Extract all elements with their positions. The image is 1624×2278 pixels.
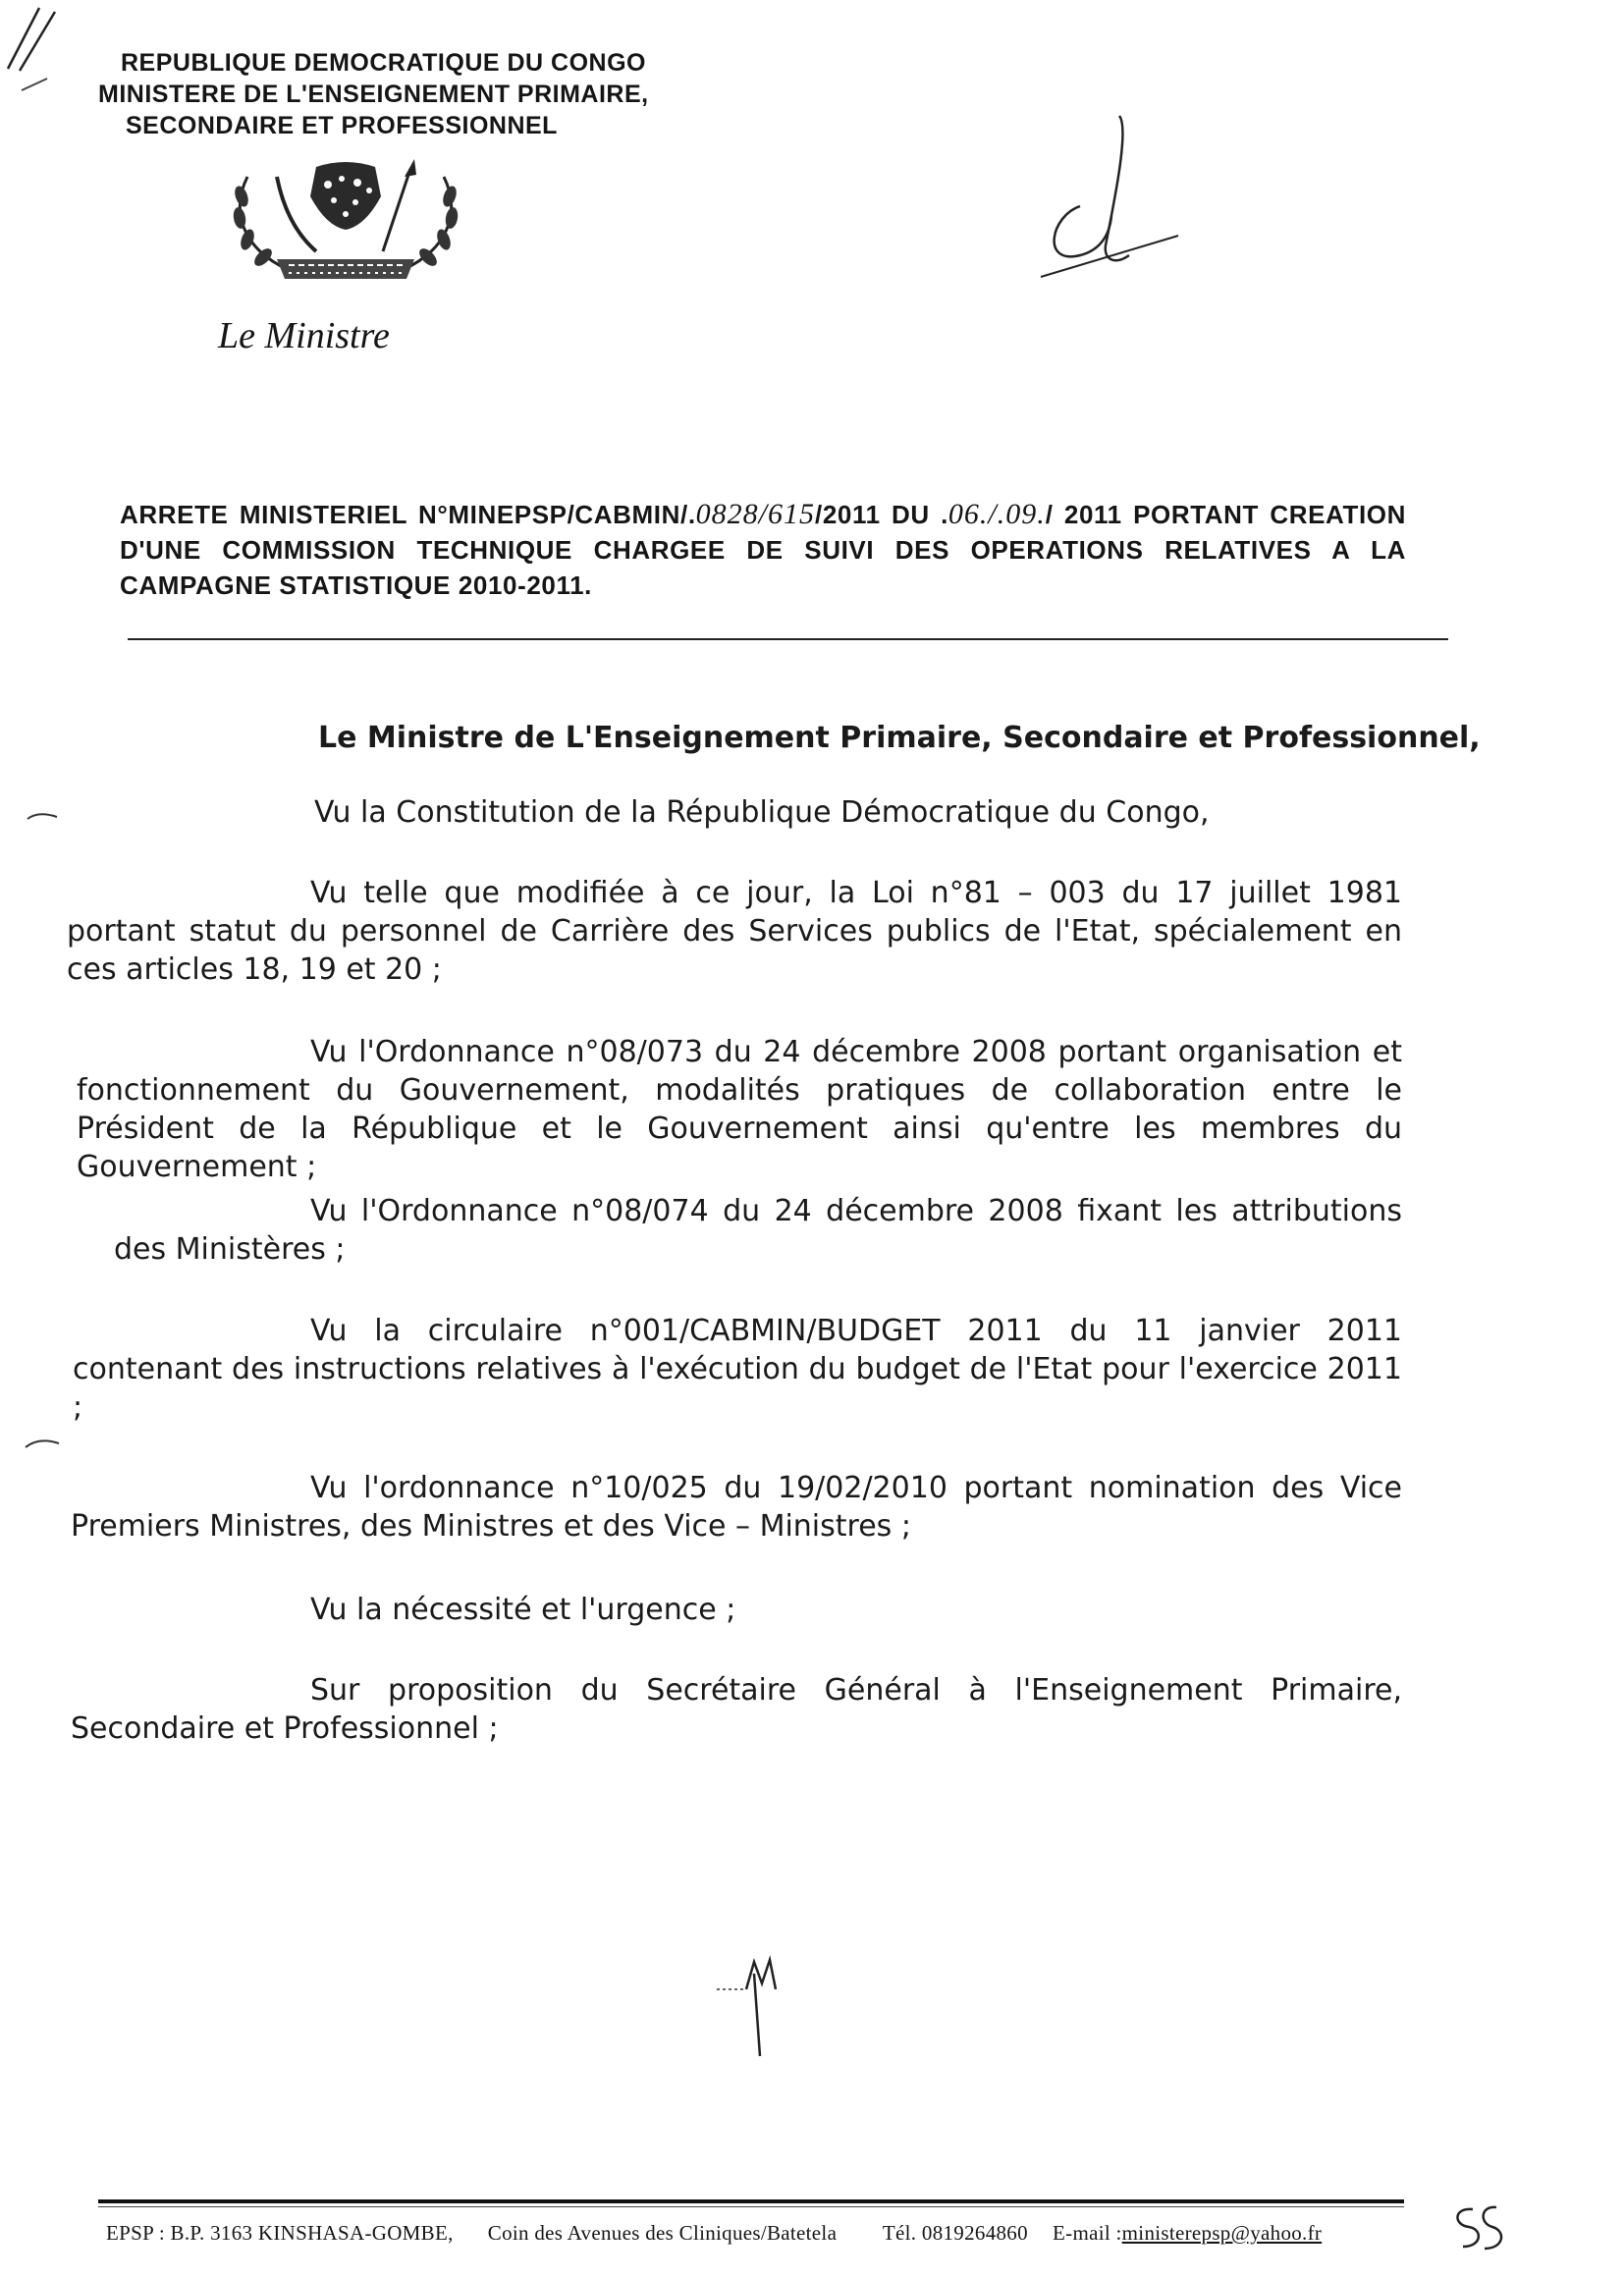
paragraph-ordonnance-074-rest: des Ministères ; [114, 1232, 346, 1267]
footer-street: Coin des Avenues des Cliniques/Batetela [487, 2221, 838, 2245]
footer-email-link[interactable]: ministerepsp@yahoo.fr [1121, 2221, 1323, 2245]
paragraph-circulaire-rest: contenant des instructions relatives à l'exécution du budget de l'Etat pour l'exercice 2011 ; [73, 1352, 1402, 1425]
handwritten-arrete-date: 06./.09. [947, 498, 1046, 530]
footer-rule-thick [98, 2199, 1404, 2203]
footer-phone: Tél. 0819264860 [882, 2221, 1028, 2245]
paragraph-ordonnance-074 [114, 1192, 1402, 1269]
paragraph-ordonnance-073-first-line: Vu l'Ordonnance n°08/073 du 24 décembre 2008 portant organisation et [310, 1035, 1402, 1069]
paragraph-proposition-first-line: Sur proposition du Secrétaire Général à l'Enseignement Primaire, [310, 1673, 1402, 1708]
paragraph-proposition-rest: Secondaire et Professionnel ; [71, 1711, 499, 1746]
handwritten-arrete-number: 0828/615 [695, 498, 815, 530]
paragraph-urgence: Vu la nécessité et l'urgence ; [310, 1593, 736, 1627]
arrete-prefix: ARRETE MINISTERIEL N°MINEPSP/CABMIN/. [120, 500, 696, 529]
handwritten-slash-marks [0, 0, 88, 108]
footer-email-label: E-mail : [1053, 2221, 1122, 2245]
arrete-title [120, 497, 1406, 603]
paragraph-constitution: Vu la Constitution de la République Démocratique du Congo, [314, 795, 1210, 830]
title-separator-rule [128, 638, 1448, 640]
handwritten-initials [1021, 98, 1198, 295]
footer-contact [106, 2221, 1322, 2246]
minister-title: Le Ministre [218, 315, 390, 356]
margin-stray-marks [20, 805, 69, 1473]
paragraph-ordonnance-073-rest: fonctionnement du Gouvernement, modalités pratiques de collaboration entre le Président de la République et le Gouvernement ainsi qu'entre les membres du Gouvernement ; [77, 1073, 1402, 1184]
paragraph-ordonnance-073 [77, 1033, 1402, 1186]
republic-name: REPUBLIQUE DEMOCRATIQUE DU CONGO [121, 49, 646, 77]
handwritten-signature-mark [1443, 2199, 1512, 2258]
paragraph-loi [67, 874, 1402, 989]
handwritten-page-initials [707, 1954, 805, 2082]
body-heading: Le Ministre de L'Enseignement Primaire, Secondaire et Professionnel, [318, 721, 1481, 755]
paragraph-ordonnance-074-first-line: Vu l'Ordonnance n°08/074 du 24 décembre 2008 fixant les attributions [310, 1194, 1402, 1228]
paragraph-ordonnance-025-first-line: Vu l'ordonnance n°10/025 du 19/02/2010 portant nomination des Vice [310, 1471, 1402, 1505]
footer-address: EPSP : B.P. 3163 KINSHASA-GOMBE, [106, 2221, 454, 2245]
ministry-name-line2: SECONDAIRE ET PROFESSIONNEL [126, 112, 558, 139]
paragraph-loi-first-line: Vu telle que modifiée à ce jour, la Loi n°81 – 003 du 17 juillet 1981 [310, 876, 1402, 910]
paragraph-circulaire [73, 1312, 1402, 1427]
paragraph-ordonnance-025 [71, 1469, 1402, 1546]
paragraph-proposition [71, 1671, 1402, 1748]
arrete-subject: / 2011 PORTANT CREATION D'UNE COMMISSION TECHNIQUE CHARGEE DE SUIVI DES OPERATIONS RELATIVES A LA CAMPAGNE STATISTIQUE 2010-2011. [120, 500, 1406, 600]
paragraph-loi-rest: portant statut du personnel de Carrière des Services publics de l'Etat, spécialement en ces articles 18, 19 et 20 ; [67, 914, 1402, 987]
arrete-year: /2011 DU . [815, 500, 948, 529]
paragraph-circulaire-first-line: Vu la circulaire n°001/CABMIN/BUDGET 2011 du 11 janvier 2011 [310, 1314, 1402, 1348]
footer-rule-thin [98, 2206, 1404, 2207]
coat-of-arms-emblem [218, 157, 473, 290]
paragraph-ordonnance-025-rest: Premiers Ministres, des Ministres et des Vice – Ministres ; [71, 1509, 911, 1544]
ministry-name-line1: MINISTERE DE L'ENSEIGNEMENT PRIMAIRE, [98, 81, 649, 108]
